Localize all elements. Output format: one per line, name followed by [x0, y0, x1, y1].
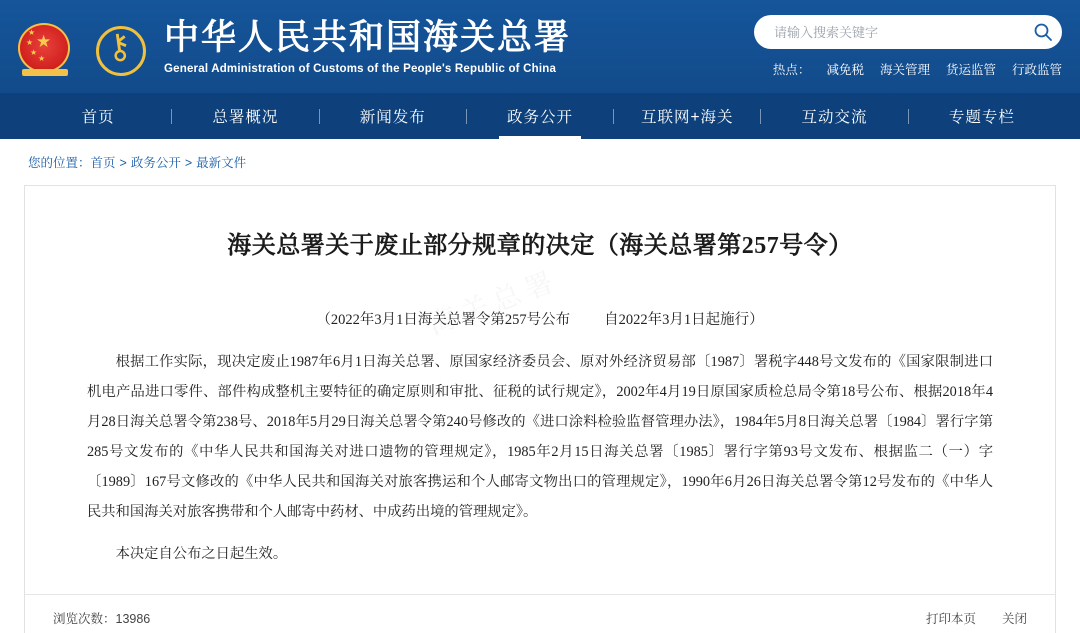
site-title-block — [164, 18, 571, 74]
article-title: 海关总署关于废止部分规章的决定（海关总署第257号令） — [227, 233, 853, 259]
article-card — [24, 185, 1056, 633]
site-title-en: General Administration of Customs of the People's Republic of China — [164, 62, 557, 75]
customs-key-icon: ⚷ — [90, 18, 148, 76]
nav-item-special-topics[interactable]: 专题专栏 — [948, 109, 1015, 126]
site-title-cn: 中华人民共和国海关总署 — [164, 18, 572, 58]
hot-link-3[interactable]: 行政监管 — [1011, 63, 1062, 77]
breadcrumb-separator: > — [184, 156, 193, 170]
hot-link-2[interactable]: 货运监管 — [945, 63, 996, 77]
search-button[interactable] — [1030, 19, 1056, 45]
search-icon — [1033, 22, 1053, 42]
print-page-link[interactable]: 打印本页 — [925, 611, 976, 626]
hot-label: 热点： — [772, 63, 811, 77]
breadcrumb-label: 您的位置： — [28, 156, 91, 170]
nav-item-government-affairs[interactable]: 政务公开 — [467, 93, 613, 139]
nav-item-news[interactable]: 新闻发布 — [359, 109, 426, 126]
watermark — [422, 259, 563, 343]
site-header — [0, 0, 1080, 93]
breadcrumb-item-latest-documents[interactable]: 最新文件 — [196, 156, 247, 170]
breadcrumb-item-government-affairs[interactable]: 政务公开 — [130, 156, 181, 170]
nav-item-overview[interactable]: 总署概况 — [212, 109, 279, 126]
breadcrumb-separator: > — [119, 156, 127, 170]
search-box[interactable] — [754, 15, 1062, 49]
nav-item-internet-plus-customs[interactable]: 互联网+海关 — [640, 109, 734, 126]
nav-item-interaction[interactable]: 互动交流 — [801, 109, 868, 126]
hot-link-0[interactable]: 减免税 — [826, 63, 864, 77]
article-subtitle-left: （2022年3月1日海关总署令第257号公布 — [316, 311, 571, 328]
hot-keywords — [773, 60, 1062, 78]
article-subtitle — [25, 308, 1055, 329]
nav-item-home[interactable]: 首页 — [81, 109, 115, 126]
article-body — [25, 347, 1055, 569]
close-link[interactable]: 关闭 — [1001, 611, 1027, 626]
main-navigation — [0, 93, 1080, 139]
search-input[interactable] — [772, 24, 1030, 41]
hot-link-1[interactable]: 海关管理 — [879, 63, 930, 77]
article-subtitle-right: 自2022年3月1日起施行） — [604, 311, 764, 328]
breadcrumb — [0, 139, 1080, 181]
article-footer — [25, 594, 1055, 633]
article-paragraph: 根据工作实际，现决定废止1987年6月1日海关总署、原国家经济委员会、原对外经济贸易部〔1987〕署税字448号文发布的《国家限制进口机电产品进口零件、部件构成整机主要特征的确定原则和审批、征税的试行规定》，2002年4月19日原国家质检总局令第18号公布、根据2018年4月28日海关总署令第238号、2018年5月29日海关总署令第240号修改的《进口涂料检验监督管理办法》，1984年5月8日海关总署〔1984〕署行字第285号文发布的《中华人民共和国海关对进口遗物的管理规定》，1985年2月15日海关总署〔1985〕署行字第93号文发布、根据监二（一）字〔1989〕167号文修改的《中华人民共和国海关对旅客携运和个人邮寄文物出口的管理规定》，1990年6月26日海关总署令第12号发布的《中华人民共和国海关对旅客携带和个人邮寄中药材、中成药出境的管理规定》。 — [87, 353, 993, 520]
view-count: 浏览次数：13986 — [53, 611, 151, 626]
national-emblem-icon: ★ ★ ★ ★ ★ — [14, 17, 76, 79]
header-right — [750, 15, 1062, 78]
breadcrumb-item-home[interactable]: 首页 — [90, 156, 116, 170]
article-paragraph: 本决定自公布之日起生效。 — [115, 545, 288, 562]
